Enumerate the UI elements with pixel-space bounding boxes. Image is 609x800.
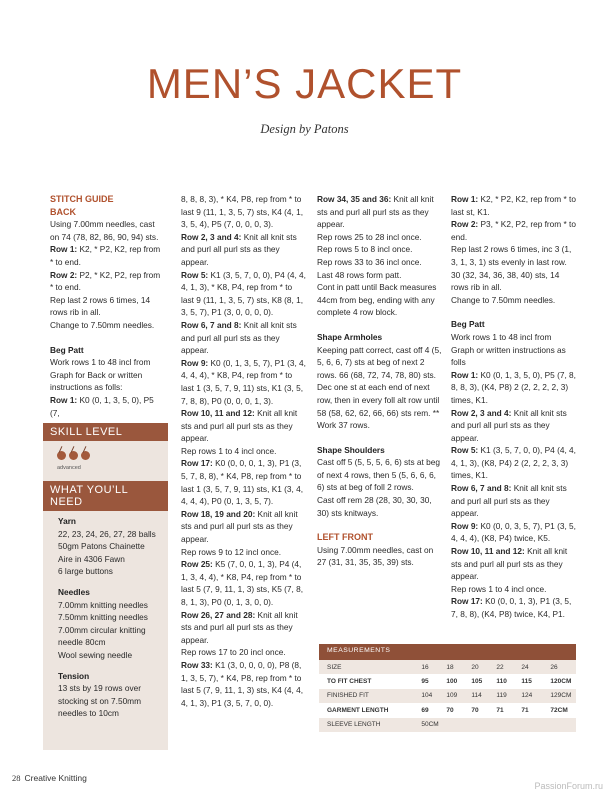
measurement-value	[496, 718, 521, 732]
instruction-row: Row 17: K0 (0, 0, 1, 3), P1 (3, 5, 7, 8, 8), (K4, P8) twice, K4, P1.	[451, 596, 572, 619]
measurement-row	[319, 674, 576, 688]
measurement-label: GARMENT LENGTH	[327, 706, 389, 714]
yarn-ball-icon	[81, 451, 90, 460]
stitch-guide-heading: STITCH GUIDE	[50, 194, 114, 204]
beg-patt-text: Work rows 1 to 48 incl from Graph for Back or written instructions as folls:	[50, 357, 151, 393]
instruction-line: Rep rows 25 to 28 incl once.	[317, 231, 422, 242]
back-heading: BACK	[50, 206, 76, 217]
measurement-value: 26	[546, 660, 576, 674]
front-row1: Row 1: K2, * P2, K2, rep from * to last st, K1.	[451, 194, 576, 217]
instruction-row: Row 1: K0 (0, 1, 3, 5, 0), P5 (7, 8, 8, 8, 3), (K4, P8) 2 (2, 2, 2, 2, 3) times, K1.	[451, 369, 576, 405]
measurement-value: 104	[421, 689, 446, 703]
measurement-value	[446, 718, 471, 732]
back-row2: Row 2: P2, * K2, P2, rep from * to end.	[50, 269, 161, 293]
needle-item: 7.50mm knitting needles	[58, 612, 148, 623]
needle-item: 7.00mm knitting needles	[58, 599, 148, 610]
measurement-value	[521, 718, 546, 732]
measurement-value: 24	[521, 660, 546, 674]
instruction-row: Row 2, 3 and 4: Knit all knit sts and purl all purl sts as they appear.	[451, 407, 567, 443]
magazine-name: Creative Knitting	[24, 773, 87, 783]
column-4	[451, 193, 576, 621]
skill-level-icon	[43, 441, 168, 481]
measurement-value: 124	[521, 689, 546, 703]
measurement-value: 100	[446, 678, 458, 686]
yarn-ball-icon	[57, 451, 66, 460]
rows-34-36: Row 34, 35 and 36: Knit all knit sts and purl all purl sts as they appear.	[317, 194, 434, 230]
skill-level-heading: SKILL LEVEL	[43, 423, 168, 441]
tension-text: 13 sts by 19 rows over stocking st on 7.50mm needles to 10cm	[58, 683, 142, 719]
armhole-text: Keeping patt correct, cast off 4 (5, 5, 6, 6, 7) sts at beg of next 2 rows. 66 (68, 72, 74, 78, 80) sts.	[317, 344, 442, 380]
measurement-value: 95	[421, 678, 429, 686]
materials-list	[43, 511, 168, 720]
instruction-line: Last 48 rows form patt.	[317, 269, 402, 280]
watermark: PassionForum.ru	[534, 781, 603, 791]
page-number: 28	[12, 773, 21, 783]
measurement-value: 70	[446, 706, 454, 714]
measurement-value: 72CM	[550, 706, 568, 714]
instruction-row: Row 5: K1 (3, 5, 7, 0, 0), P4 (4, 4, 4, 1, 3), (K8, P4) 2 (2, 2, 2, 3, 3) times, K1.	[451, 445, 576, 481]
measurement-label: SLEEVE LENGTH	[319, 718, 421, 732]
back-row1: Row 1: K2, * P2, K2, rep from * to end.	[50, 244, 161, 267]
measurement-value	[471, 718, 496, 732]
measurement-value: 120CM	[550, 678, 572, 686]
instruction-row: Row 6, 7 and 8: Knit all knit sts and purl all purl sts as they appear.	[451, 483, 567, 519]
instruction-row: Row 26, 27 and 28: Knit all knit sts and purl all purl sts as they appear.	[181, 609, 298, 645]
armhole-text: Work 37 rows.	[317, 420, 370, 431]
measurements-table	[319, 644, 576, 732]
back-rep: Rep last 2 rows 6 times, 14 rows rib in all.	[50, 294, 151, 318]
left-front-heading: LEFT FRONT	[317, 532, 373, 543]
measurement-value: 20	[471, 660, 496, 674]
instruction-row: Row 10, 11 and 12: Knit all knit sts and purl all purl sts as they appear.	[451, 546, 568, 582]
measurement-value: 109	[446, 689, 471, 703]
instruction-row: Row 9: K0 (0, 1, 3, 5, 7), P1 (3, 4, 4, 4, 4), * K8, P4, rep from * to last 1 (3, 5, 7, 9, 11) sts, K1 (3, 5, 7, 8, 8), P0 (0, 0, 0, 1, 3).	[181, 357, 306, 406]
designer-byline: Design by Patons	[260, 122, 349, 136]
instruction-row: Row 2, 3 and 4: Knit all knit sts and purl all purl sts as they appear.	[181, 231, 297, 267]
instruction-line: Rep rows 33 to 36 incl once.	[317, 256, 422, 267]
buttons-text: 6 large buttons	[58, 566, 113, 577]
measurement-value: 110	[496, 678, 507, 686]
armhole-text: Dec one st at each end of next row, then in every foll alt row until 58 (58, 62, 62, 66, 66) sts rem. **	[317, 382, 440, 418]
measurement-value: 119	[496, 689, 521, 703]
measurement-value: 16	[421, 660, 446, 674]
beg-patt-heading: Beg Patt	[50, 344, 84, 355]
needle-item: Wool sewing needle	[58, 649, 133, 660]
measurement-value: 69	[421, 706, 429, 714]
yarn-heading: Yarn	[58, 516, 76, 526]
measurement-row	[319, 718, 576, 732]
measurement-value: 50CM	[421, 718, 446, 732]
instruction-row: Rep rows 1 to 4 incl once.	[451, 583, 547, 594]
front-rep: Rep last 2 rows 6 times, inc 3 (1, 3, 1, 3, 1) sts evenly in last row. 30 (32, 34, 36, 38, 40) sts, 14 rows rib in all.	[451, 244, 572, 293]
back-intro: Using 7.00mm needles, cast on 74 (78, 82, 86, 90, 94) sts.	[50, 219, 159, 242]
column-2	[181, 193, 306, 709]
sidebar-panel	[43, 423, 168, 750]
needles-heading: Needles	[58, 586, 90, 597]
measurements-heading: MEASUREMENTS	[319, 644, 576, 660]
back-change: Change to 7.50mm needles.	[50, 319, 155, 330]
measurement-value	[546, 718, 576, 732]
instruction-row: Row 18, 19 and 20: Knit all knit sts and purl all purl sts as they appear.	[181, 508, 298, 545]
measurement-value: 22	[496, 660, 521, 674]
measurement-value: 71	[521, 706, 529, 714]
instruction-row: Row 25: K5 (7, 0, 0, 1, 3), P4 (4, 1, 3, 4, 4), * K8, P4, rep from * to last 5 (7, 9, 11, 1, 3) sts, K5 (7, 8, 8, 1, 3), P0 (0, 1, 3, 0, 0).	[181, 559, 304, 607]
instruction-row: Row 17: K0 (0, 0, 0, 1, 3), P1 (3, 5, 7, 8, 8), * K4, P8, rep from * to last 1 (3, 5, 7, 9, 11) sts, K1 (3, 4, 4, 4, 4), P0 (0, 1, 3, 5, 7).	[181, 458, 304, 507]
measurement-value: 114	[471, 689, 496, 703]
measurement-value: 129CM	[546, 689, 576, 703]
front-beg-patt-heading: Beg Patt	[451, 319, 485, 330]
tension-heading: Tension	[58, 670, 90, 681]
measurement-value: 18	[446, 660, 471, 674]
instruction-row: Rep rows 17 to 20 incl once.	[181, 647, 286, 658]
measurement-label: FINISHED FIT	[319, 689, 421, 703]
what-you-need-heading: WHAT YOU’LL NEED	[43, 481, 168, 511]
front-row2: Row 2: P3, * K2, P2, rep from * to end.	[451, 219, 576, 242]
instruction-row: Row 5: K1 (3, 5, 7, 0, 0), P4 (4, 4, 4, 1, 3), * K8, P4, rep from * to last 9 (11, 1, 3, 5, 7) sts, K8 (8, 1, 3, 5, 7), P1 (3, 0, 0, 0, 0).	[181, 269, 306, 318]
measurement-value: 115	[521, 678, 532, 686]
instruction-line: Cont in patt until Back measures 44cm from beg, ending with any complete 4 row block.	[317, 282, 437, 318]
front-change: Change to 7.50mm needles.	[451, 294, 556, 305]
yarn-ball-icon	[69, 451, 78, 460]
shape-shoulders-heading: Shape Shoulders	[317, 444, 385, 455]
column-3	[317, 193, 442, 569]
instruction-row: Rep rows 9 to 12 incl once.	[181, 546, 282, 557]
column-1	[50, 193, 165, 419]
instruction-row: Rep rows 1 to 4 incl once.	[181, 445, 277, 456]
instruction-row: 8, 8, 8, 3), * K4, P8, rep from * to last 9 (11, 1, 3, 5, 7) sts, K4 (4, 1, 3, 5, 4), P5 (7, 0, 0, 0, 3).	[181, 194, 304, 230]
left-front-text: Using 7.00mm needles, cast on 27 (31, 31, 35, 35, 39) sts.	[317, 544, 434, 568]
measurement-row	[319, 703, 576, 717]
needle-item: 7.00mm circular knitting needle 80cm	[58, 624, 146, 648]
measurement-row	[319, 660, 576, 674]
instruction-row: Row 33: K1 (3, 0, 0, 0, 0), P8 (8, 1, 3, 5, 7), * K4, P8, rep from * to last 5 (7, 9, 11, 1, 3) sts, K4 (4, 4, 4, 1, 3), P1 (3, 5, 7, 0, 0).	[181, 659, 304, 708]
yarn-text: 22, 23, 24, 26, 27, 28 balls 50gm Patons Chainette Aire in 4306 Fawn	[58, 528, 156, 564]
measurement-value: 71	[496, 706, 504, 714]
skill-level-label: advanced	[57, 465, 81, 471]
patt-row1: Row 1: K0 (0, 1, 3, 5, 0), P5 (7,	[50, 394, 154, 418]
instruction-row: Row 6, 7 and 8: Knit all knit sts and purl all purl sts as they appear.	[181, 319, 297, 356]
instruction-row: Row 9: K0 (0, 0, 3, 5, 7), P1 (3, 5, 4, 4, 4), (K8, P4) twice, K5.	[451, 520, 576, 544]
page-title: MEN’S JACKET	[146, 60, 463, 107]
measurement-label: SIZE	[319, 660, 421, 674]
measurement-value: 105	[471, 678, 483, 686]
measurement-label: TO FIT CHEST	[327, 678, 372, 686]
shoulder-text: Cast off rem 28 (28, 30, 30, 30, 30) sts knitways.	[317, 495, 432, 518]
shoulder-text: Cast off 5 (5, 5, 5, 6, 6) sts at beg of next 4 rows, then 5 (5, 6, 6, 6, 6) sts at beg of foll 2 rows.	[317, 457, 440, 493]
instruction-row: Row 10, 11 and 12: Knit all knit sts and purl all purl sts as they appear.	[181, 408, 298, 444]
shape-armholes-heading: Shape Armholes	[317, 331, 383, 342]
measurement-value: 70	[471, 706, 479, 714]
measurement-row	[319, 689, 576, 703]
front-beg-patt-text: Work rows 1 to 48 incl from Graph or written instructions as folls	[451, 331, 566, 368]
page-footer	[12, 773, 87, 783]
instruction-line: Rep rows 5 to 8 incl once.	[317, 244, 413, 255]
